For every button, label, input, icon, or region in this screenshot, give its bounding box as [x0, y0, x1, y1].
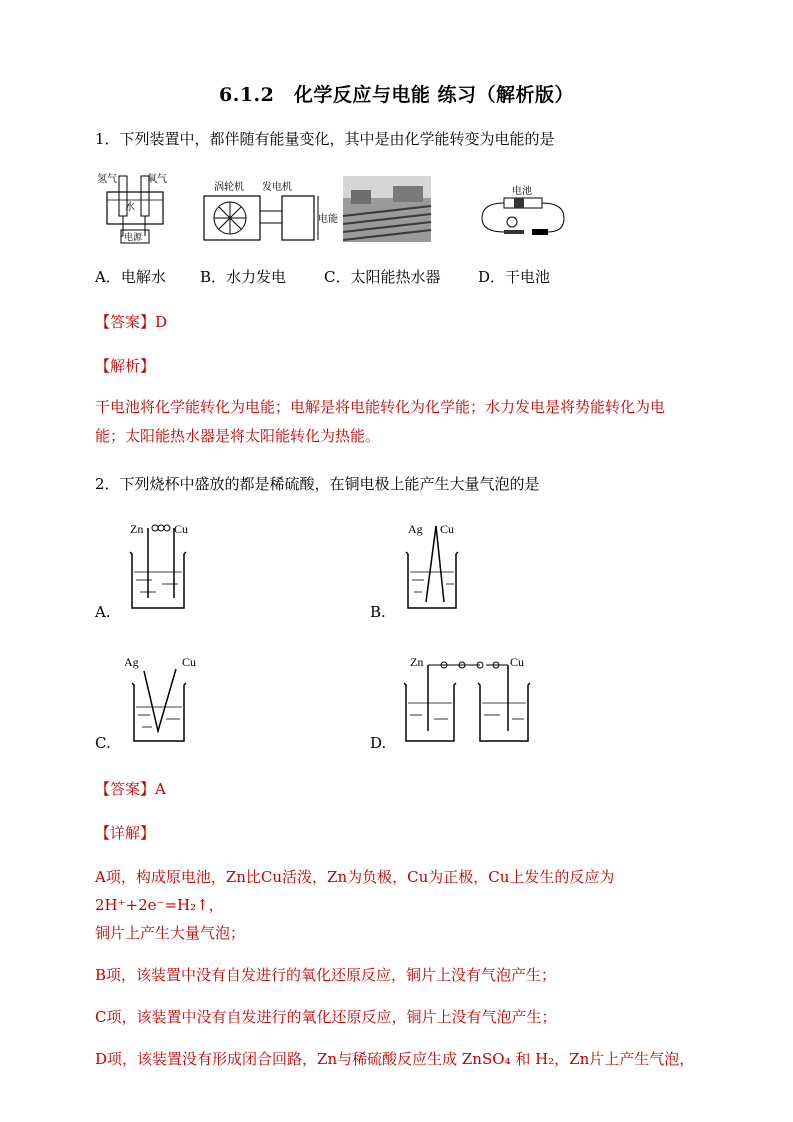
q1-analysis-label: 【解析】: [95, 357, 156, 375]
hydrogen-label: 氢气: [97, 174, 117, 185]
q1-answer-value: D: [155, 313, 168, 331]
q2-option-c: C.: [95, 734, 111, 752]
q1-option-b: B．水力发电: [200, 268, 287, 286]
q1-option-a: A．电解水: [95, 268, 166, 286]
electrode-cu-label: Cu: [182, 655, 197, 669]
q2-detail-a-line1: A项，构成原电池，Zn比Cu活泼，Zn为负极，Cu为正极，Cu上发生的反应为 2H⁺+2e⁻=H₂↑，: [95, 868, 615, 914]
q2-answer-label: 【答案】: [95, 780, 156, 798]
question-1-stem: 1．下列装置中，都伴随有能量变化，其中是由化学能转变为电能的是: [95, 130, 555, 148]
q1-analysis-line: 干电池将化学能转化为电能；电解是将电能转化为化学能；水力发电是将势能转化为电: [95, 398, 666, 416]
electricity-label: 电能: [318, 214, 338, 225]
q1-option-c: C．太阳能热水器: [324, 268, 441, 286]
oxygen-label: 氧气: [147, 174, 167, 185]
q2-detail-a-line2: 铜片上产生大量气泡；: [95, 924, 246, 942]
battery-label: 电池: [512, 186, 532, 197]
q2-detail-c: C项，该装置中没有自发进行的氧化还原反应，铜片上没有气泡产生；: [95, 1008, 557, 1026]
figure-hydropower: [200, 178, 338, 243]
q1-answer-line: [95, 311, 167, 332]
electrode-zn-label: Zn: [130, 522, 144, 536]
page-title: 6.1.2 化学反应与电能 练习（解析版）: [218, 84, 574, 106]
q2-answer-line: [95, 778, 166, 799]
electrode-ag-label: Ag: [124, 655, 139, 669]
turbine-label: 涡轮机: [214, 182, 244, 193]
q2-option-b: B.: [370, 603, 386, 621]
electrode-ag-label: Ag: [408, 522, 423, 536]
electrode-cu-label: Cu: [440, 522, 455, 536]
figure-beaker-a: [122, 518, 197, 613]
q1-analysis-line: 能；太阳能热水器是将太阳能转化为热能。: [95, 427, 381, 445]
q1-option-d: D．干电池: [478, 268, 551, 286]
q2-detail-d: D项，该装置没有形成闭合回路，Zn与稀硫酸反应生成 ZnSO₄ 和 H₂，Zn片上产生气泡，: [95, 1050, 695, 1068]
q1-answer-label: 【答案】: [95, 313, 156, 331]
q2-detail-label: 【详解】: [95, 824, 156, 842]
figure-electrolysis: [95, 170, 175, 245]
electrode-zn-label: Zn: [410, 655, 424, 669]
electrode-cu-label: Cu: [510, 655, 525, 669]
figure-solar-heater-photo: [343, 176, 431, 242]
q2-details: [95, 863, 735, 1073]
generator-label: 发电机: [262, 182, 292, 193]
q2-option-d: D.: [370, 734, 387, 752]
figure-beaker-d: [400, 653, 545, 745]
figure-beaker-c: [122, 653, 202, 745]
q1-analysis: [95, 393, 725, 451]
q2-answer-value: A: [155, 780, 166, 798]
water-label: 水: [125, 202, 135, 213]
question-2-stem: 2．下列烧杯中盛放的都是稀硫酸，在铜电极上能产生大量气泡的是: [95, 475, 540, 493]
power-label: 电源: [124, 232, 143, 242]
electrode-cu-label: Cu: [174, 522, 189, 536]
figure-beaker-b: [400, 518, 470, 613]
q2-option-a: A.: [95, 603, 111, 621]
q2-detail-b: B项，该装置中没有自发进行的氧化还原反应，铜片上没有气泡产生；: [95, 966, 557, 984]
figure-battery-circuit: [478, 182, 568, 242]
